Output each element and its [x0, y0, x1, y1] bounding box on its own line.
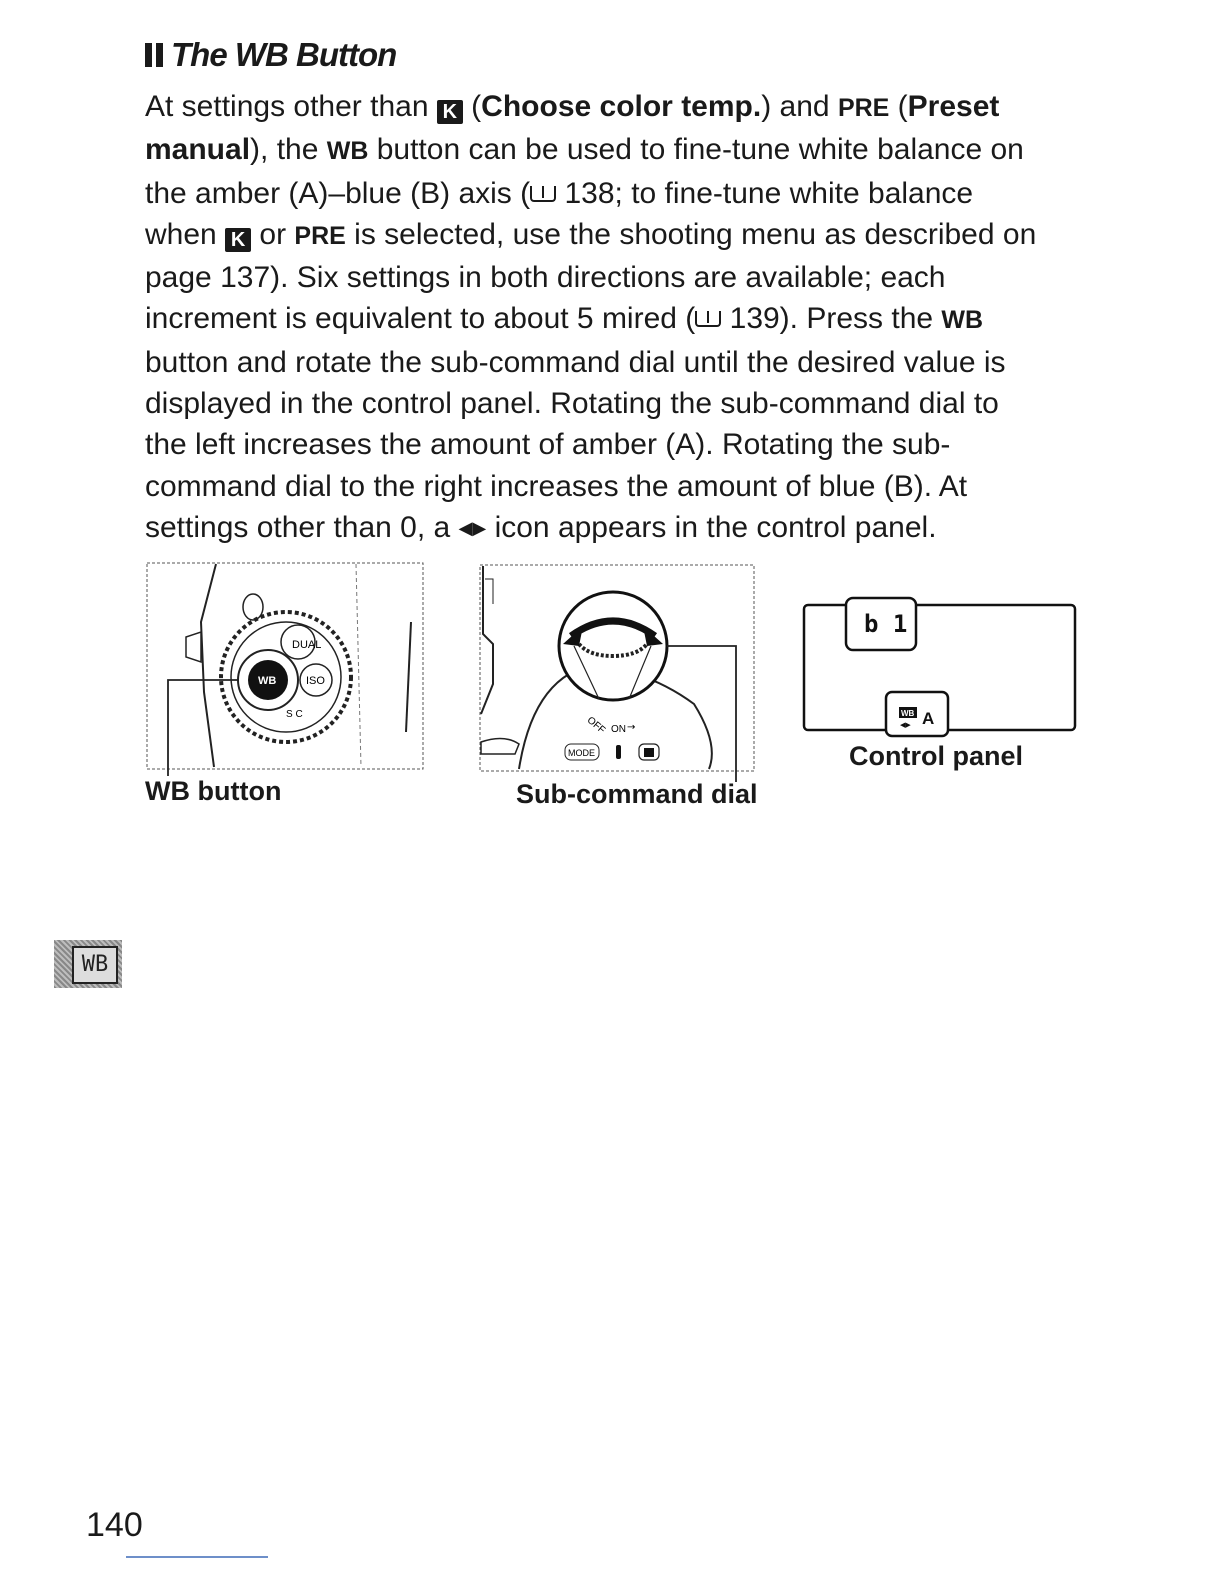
iso-label: ISO — [306, 675, 325, 687]
wb-tab-label: WB — [72, 946, 118, 984]
section-bars-icon — [145, 43, 163, 67]
dual-label: DUAL — [292, 639, 322, 651]
page-number-rule — [126, 1556, 268, 1558]
sub-command-dial-illustration — [479, 564, 759, 784]
book-icon — [530, 186, 556, 202]
text-line: settings other than 0, a ◀▶ icon appears in the control panel. — [145, 510, 937, 544]
wb-button-illustration — [146, 562, 426, 777]
text-line: At settings other than K (Choose color temp.) and PRE (Preset — [145, 90, 1000, 123]
section-title: The WB Button — [171, 36, 397, 73]
wb-section-tab — [54, 940, 122, 988]
off-label: OFF — [584, 714, 608, 737]
text-line: command dial to the right increases the amount of blue (B). At — [145, 469, 968, 503]
text-line: the left increases the amount of amber (A). Rotating the sub- — [145, 428, 951, 462]
control-panel-caption: Control panel — [849, 741, 1023, 771]
panel-a-label: A — [922, 709, 935, 728]
wb-button-caption: WB button — [145, 776, 282, 806]
text-line: manual), the WB button can be used to fine-tune white balance on — [145, 133, 1024, 167]
wb-panel-icon-label: WB — [901, 709, 915, 718]
wb-label: WB — [258, 675, 277, 687]
k-icon: K — [437, 100, 463, 124]
section-heading — [145, 36, 396, 74]
on-label: ON — [611, 724, 626, 735]
s-c-label: S C — [286, 709, 303, 720]
on-arrow-icon: → — [627, 722, 636, 733]
sub-command-dial-caption: Sub-command dial — [516, 779, 758, 809]
left-right-arrows-icon: ◀▶ — [458, 517, 487, 538]
page-number: 140 — [86, 1506, 143, 1544]
text-line: button and rotate the sub-command dial until the desired value is — [145, 345, 1006, 379]
control-panel-illustration — [802, 596, 1082, 741]
panel-display-value: b 1 — [864, 610, 908, 638]
mode-label: MODE — [568, 748, 595, 758]
body-paragraph — [145, 86, 1105, 549]
exposure-comp-icon — [644, 748, 654, 757]
text-line: the amber (A)–blue (B) axis ( 138; to fine-tune white balance — [145, 176, 974, 210]
panel-arrows-icon: ◀▶ — [900, 721, 911, 729]
text-line: when K or PRE is selected, use the shooting menu as described on — [145, 217, 1037, 251]
text-line: increment is equivalent to about 5 mired ( 139). Press the WB — [145, 302, 984, 336]
text-line: page 137). Six settings in both directions are available; each — [145, 261, 946, 295]
book-icon — [695, 311, 721, 327]
k-icon: K — [225, 228, 251, 252]
text-line: displayed in the control panel. Rotating the sub-command dial to — [145, 387, 999, 421]
